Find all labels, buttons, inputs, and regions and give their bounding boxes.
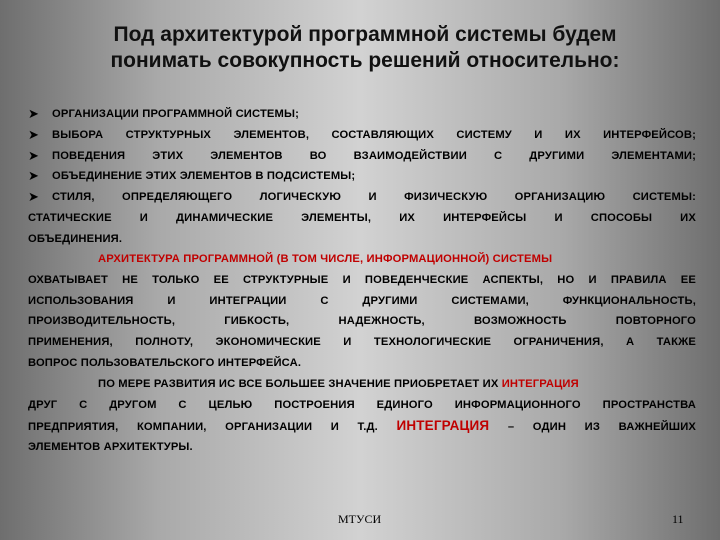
paragraph-line: ЭЛЕМЕНТОВ АРХИТЕКТУРЫ. — [28, 441, 193, 454]
bullet-list — [28, 104, 696, 208]
slide-title-line-1: Под архитектурой программной системы будем — [113, 23, 617, 46]
paragraph-line: ИСПОЛЬЗОВАНИЯ И ИНТЕГРАЦИИ С ДРУГИМИ СИСТЕМАМИ, ФУНКЦИОНАЛЬНОСТЬ, — [28, 294, 696, 307]
integration-term-highlight: ИНТЕГРАЦИЯ — [396, 417, 490, 433]
arrowhead-bullet-icon: ➤ — [28, 126, 40, 142]
paragraph-line: ВОПРОС ПОЛЬЗОВАТЕЛЬСКОГО ИНТЕРФЕЙСА. — [28, 356, 302, 369]
integration-line-text: ПРЕДПРИЯТИЯ, КОМПАНИИ, ОРГАНИЗАЦИИ И Т.Д. — [28, 420, 397, 433]
bullet-item — [28, 104, 696, 125]
bullet-text: ОРГАНИЗАЦИИ ПРОГРАММНОЙ СИСТЕМЫ; — [52, 108, 299, 120]
bullet-item — [28, 166, 696, 187]
architecture-definition — [28, 249, 696, 270]
bullet-continuation — [28, 208, 696, 250]
continuation-line: СТАТИЧЕСКИЕ И ДИНАМИЧЕСКИЕ ЭЛЕМЕНТЫ, ИХ ИНТЕРФЕЙСЫ И СПОСОБЫ ИХ — [28, 212, 696, 224]
arrowhead-bullet-icon: ➤ — [28, 106, 40, 121]
footer-organization: МТУСИ — [338, 512, 382, 526]
architecture-paragraph — [28, 249, 696, 374]
paragraph-line: ДРУГ С ДРУГОМ С ЦЕЛЬЮ ПОСТРОЕНИЯ ЕДИНОГО ИНФОРМАЦИОННОГО ПРОСТРАНСТВА — [28, 398, 696, 411]
paragraph-line: ПРОИЗВОДИТЕЛЬНОСТЬ, ГИБКОСТЬ, НАДЕЖНОСТЬ, ВОЗМОЖНОСТЬ ПОВТОРНОГО — [28, 315, 696, 328]
page-number: 11 — [672, 512, 684, 526]
architecture-highlight: АРХИТЕКТУРА ПРОГРАММНОЙ (В ТОМ ЧИСЛЕ, ИНФОРМАЦИОННОЙ) СИСТЕМЫ — [98, 253, 553, 265]
integration-line-tail: – ОДИН ИЗ ВАЖНЕЙШИХ — [489, 420, 697, 433]
paragraph-line — [28, 416, 696, 438]
paragraph-line — [28, 374, 696, 395]
paragraph-line: ПРИМЕНЕНИЯ, ПОЛНОТУ, ЭКОНОМИЧЕСКИЕ И ТЕХНОЛОГИЧЕСКИЕ ОГРАНИЧЕНИЯ, А ТАКЖЕ — [28, 336, 696, 349]
bullet-text: ОБЪЕДИНЕНИЕ ЭТИХ ЭЛЕМЕНТОВ В ПОДСИСТЕМЫ; — [52, 170, 356, 183]
paragraph-line: ОХВАТЫВАЕТ НЕ ТОЛЬКО ЕЕ СТРУКТУРНЫЕ И ПОВЕДЕНЧЕСКИЕ АСПЕКТЫ, НО И ПРАВИЛА ЕЕ — [28, 273, 696, 286]
bullet-text: ПОВЕДЕНИЯ ЭТИХ ЭЛЕМЕНТОВ ВО ВЗАИМОДЕЙСТВИИ С ДРУГИМИ ЭЛЕМЕНТАМИ; — [52, 149, 696, 162]
bullet-text: ВЫБОРА СТРУКТУРНЫХ ЭЛЕМЕНТОВ, СОСТАВЛЯЮЩИХ СИСТЕМУ И ИХ ИНТЕРФЕЙСОВ; — [52, 128, 696, 141]
bullet-item — [28, 187, 696, 208]
bullet-text: СТИЛЯ, ОПРЕДЕЛЯЮЩЕГО ЛОГИЧЕСКУЮ И ФИЗИЧЕСКУЮ ОРГАНИЗАЦИЮ СИСТЕМЫ: — [52, 191, 696, 204]
integration-lead-text: ПО МЕРЕ РАЗВИТИЯ ИС ВСЕ БОЛЬШЕЕ ЗНАЧЕНИЕ ПРИОБРЕТАЕТ ИХ — [98, 378, 502, 390]
integration-paragraph — [28, 374, 696, 458]
bullet-item — [28, 125, 696, 146]
continuation-line: ОБЪЕДИНЕНИЯ. — [28, 232, 123, 245]
integration-highlight: ИНТЕГРАЦИЯ — [501, 378, 579, 390]
arrowhead-bullet-icon: ➤ — [28, 189, 40, 205]
slide-title-line-2: понимать совокупность решений относительно: — [110, 49, 620, 72]
slide-title — [40, 22, 690, 74]
arrowhead-bullet-icon: ➤ — [28, 147, 40, 163]
arrowhead-bullet-icon: ➤ — [28, 168, 40, 184]
bullet-item — [28, 146, 696, 167]
